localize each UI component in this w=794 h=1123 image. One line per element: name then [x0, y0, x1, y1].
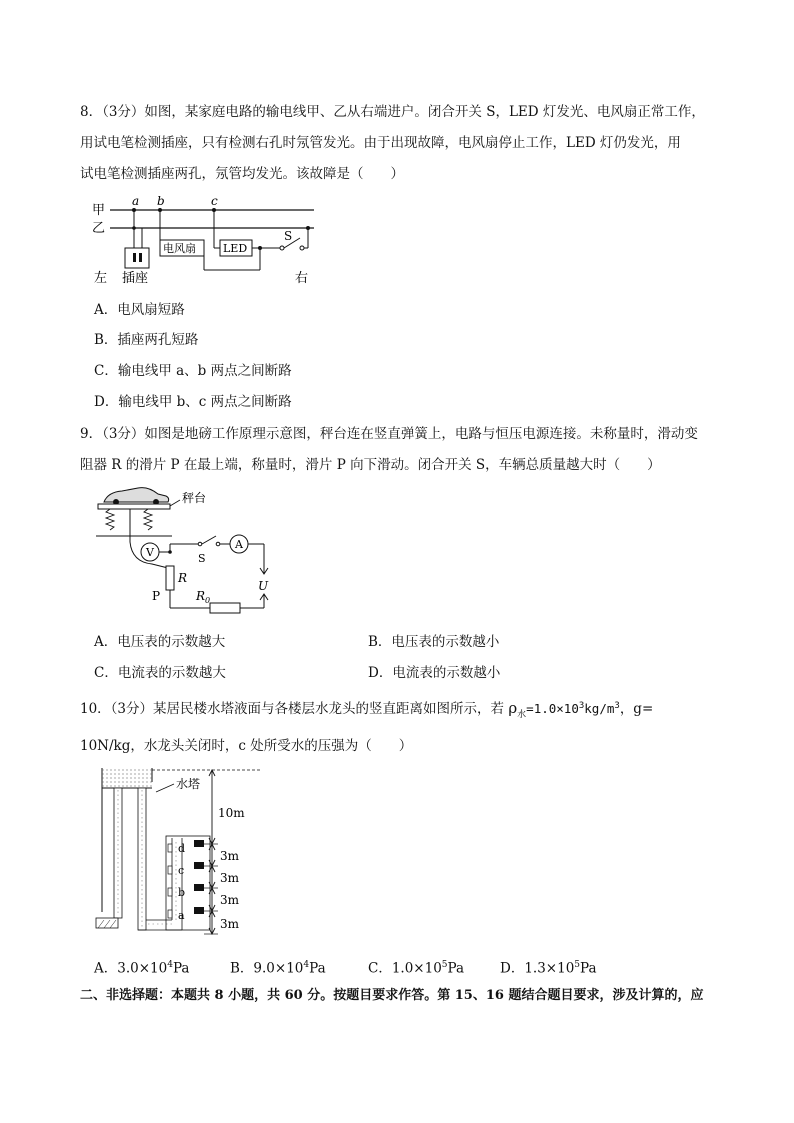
q10-line-1	[80, 697, 653, 724]
q8-label-a: a	[132, 194, 140, 208]
q8-label-b: b	[157, 194, 165, 208]
q10-option-b[interactable]	[230, 956, 326, 978]
q10-height-3m-4: 3m	[220, 917, 240, 931]
q9-platform-label: 秤台	[182, 491, 207, 505]
q10-rho: ρ	[508, 699, 518, 718]
q8-label-right: 右	[295, 271, 309, 286]
q9-switch-label: S	[198, 552, 206, 565]
q9-line-2: 阻器 R 的滑片 P 在最上端，称量时，滑片 P 向下滑动。闭合开关 S，车辆总质量越大时（ ）	[80, 457, 661, 473]
q10-density-unit: kg/m	[584, 701, 615, 717]
q10-option-c[interactable]	[368, 956, 464, 978]
q8-line-3: 试电笔检测插座两孔，氖管均发光。该故障是（ ）	[80, 166, 404, 182]
q10-option-a-exp: 4	[167, 960, 173, 970]
q10-density-value: =1.0×10	[526, 701, 579, 717]
q9-r0-label: R	[196, 589, 206, 603]
q8-socket	[125, 248, 149, 268]
q8-led-label: LED	[223, 242, 248, 255]
q10-height-3m-2: 3m	[220, 871, 240, 885]
q8-option-a[interactable]: A．电风扇短路	[94, 302, 185, 318]
q10-option-d[interactable]	[500, 956, 597, 978]
q9-resistor-label: R	[178, 571, 188, 585]
q10-option-b-value: B．9.0×10	[230, 960, 304, 977]
q9-ammeter-label: A	[235, 538, 243, 551]
q10-water-tower-figure	[94, 762, 264, 940]
q10-option-a-unit: Pa	[172, 960, 190, 977]
q10-height-3m-3: 3m	[220, 893, 240, 907]
q8-line-2: 用试电笔检测插座，只有检测右孔时氖管发光。由于出现故障，电风扇停止工作，LED 灯仍发光，用	[80, 135, 681, 151]
q10-option-c-exp: 5	[441, 960, 448, 970]
q10-option-b-unit: Pa	[309, 960, 326, 977]
q8-switch-label: S	[284, 229, 293, 243]
q8-label-socket: 插座	[122, 271, 149, 286]
q10-label-d: d	[178, 842, 186, 855]
q8-line-1: 8．（3分）如图，某家庭电路的输电线甲、乙从右端进户。闭合开关 S，LED 灯发光、电风扇正常工作，	[80, 104, 705, 120]
q10-option-c-value: C．1.0×10	[368, 960, 442, 977]
q9-option-c[interactable]: C．电流表的示数越大	[94, 665, 226, 681]
q9-platform	[98, 504, 170, 509]
q8-option-d[interactable]: D．输电线甲 b、c 两点之间断路	[94, 394, 292, 410]
q8-option-b[interactable]: B．插座两孔短路	[94, 332, 199, 348]
q10-option-a-value: A．3.0×10	[94, 960, 168, 977]
q8-label-jia: 甲	[92, 203, 106, 218]
q9-r0-sub: 0	[205, 596, 211, 605]
q10-option-d-unit: Pa	[580, 960, 597, 977]
q9-slider-label: P	[152, 589, 161, 603]
q9-resistor-r0	[210, 603, 240, 613]
q10-label-c: c	[178, 864, 185, 877]
q8-fan-label: 电风扇	[163, 242, 196, 255]
q10-option-d-value: D．1.3×10	[500, 960, 575, 977]
q10-option-d-exp: 5	[574, 960, 581, 970]
section-2-heading: 二、非选择题：本题共 8 小题，共 60 分。按题目要求作答。第 15、16 题结合题目要求，涉及计算的，应	[80, 988, 704, 1003]
q9-car	[104, 488, 169, 502]
q10-label-b: b	[178, 886, 186, 899]
q10-option-b-exp: 4	[303, 960, 310, 970]
q10-rho-sub: 水	[517, 709, 527, 720]
q9-option-d[interactable]: D．电流表的示数越小	[368, 665, 501, 681]
q10-density-exp: 3	[578, 701, 585, 711]
q8-circuit-figure	[90, 192, 330, 288]
q8-label-c: c	[211, 194, 218, 208]
q9-resistor-r	[166, 566, 174, 590]
q9-voltmeter-label: V	[146, 546, 154, 559]
q10-line-1-suffix: ，g=	[619, 701, 654, 718]
q9-option-b[interactable]: B．电压表的示数越小	[368, 634, 500, 650]
q10-tower-label: 水塔	[176, 777, 201, 791]
q10-density-unit-exp: 3	[614, 701, 620, 711]
q10-line-1-prefix: 10．（3分）某居民楼水塔液面与各楼层水龙头的竖直距离如图所示，若	[80, 701, 505, 718]
q10-option-c-unit: Pa	[447, 960, 465, 977]
q8-option-c[interactable]: C．输电线甲 a、b 两点之间断路	[94, 363, 292, 379]
q8-label-left: 左	[94, 271, 108, 286]
q10-line-2: 10N/kg，水龙头关闭时，c 处所受水的压强为（ ）	[80, 738, 413, 754]
q9-line-1: 9．（3分）如图是地磅工作原理示意图，秤台连在竖直弹簧上，电路与恒压电源连接。未称量时，滑动变	[80, 426, 698, 442]
q9-option-a[interactable]: A．电压表的示数越大	[94, 634, 226, 650]
q9-weighbridge-figure	[92, 482, 282, 618]
q10-height-10m: 10m	[218, 806, 245, 820]
q8-label-yi: 乙	[92, 221, 106, 236]
q10-label-a: a	[178, 909, 185, 922]
q9-source-label: U	[258, 579, 269, 593]
q10-option-a[interactable]	[94, 956, 189, 978]
q10-height-3m-1: 3m	[220, 849, 240, 863]
